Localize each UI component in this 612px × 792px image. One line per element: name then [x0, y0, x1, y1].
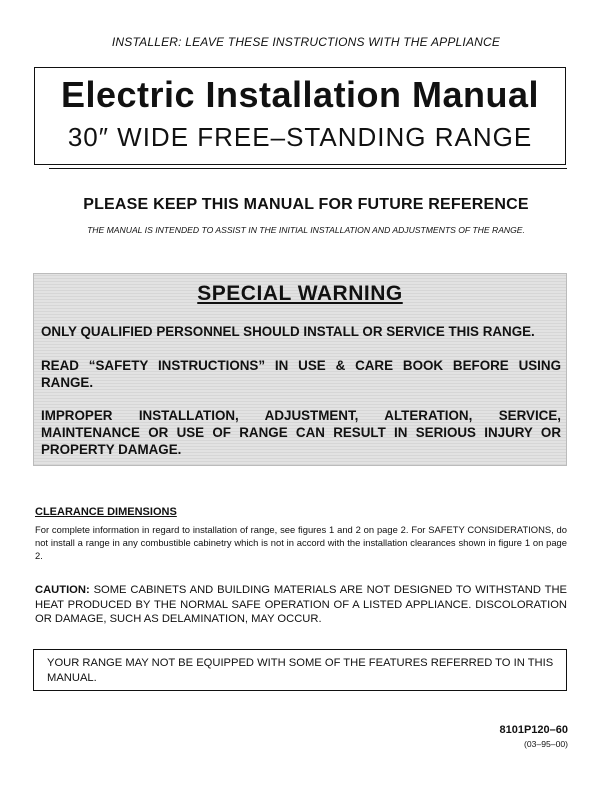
special-warning-box	[33, 273, 567, 466]
clearance-body: For complete information in regard to installation of range, see figures 1 and 2 on page 2. For SAFETY CONSIDERATIONS, do not install a range in any combustible cabinetry which is not in accord with the installation clearances shown in figure 1 on page 2.	[35, 524, 567, 561]
installer-note: INSTALLER: LEAVE THESE INSTRUCTIONS WITH THE APPLIANCE	[111, 35, 501, 49]
intended-notice: THE MANUAL IS INTENDED TO ASSIST IN THE INITIAL INSTALLATION AND ADJUSTMENTS OF THE RANGE.	[87, 225, 525, 235]
part-number: 8101P120–60	[499, 724, 568, 736]
warning-paragraph: ONLY QUALIFIED PERSONNEL SHOULD INSTALL OR SERVICE THIS RANGE.	[41, 324, 535, 339]
caution-paragraph	[35, 583, 567, 627]
caution-label: CAUTION:	[35, 584, 90, 596]
special-warning-title: SPECIAL WARNING	[197, 282, 403, 305]
features-notice-box	[33, 649, 567, 691]
title-box	[34, 67, 566, 165]
manual-subtitle: 30″ WIDE FREE–STANDING RANGE	[67, 122, 533, 152]
keep-notice: PLEASE KEEP THIS MANUAL FOR FUTURE REFERENCE	[83, 196, 529, 213]
warning-paragraph: IMPROPER INSTALLATION, ADJUSTMENT, ALTERATION, SERVICE, MAINTENANCE OR USE OF RANGE CAN RESULT IN SERIOUS INJURY OR PROPERTY DAMAGE.	[41, 408, 561, 457]
part-date: (03–95–00)	[524, 739, 568, 749]
features-notice: YOUR RANGE MAY NOT BE EQUIPPED WITH SOME OF THE FEATURES REFERRED TO IN THIS MANUAL.	[47, 657, 554, 684]
caution-text: SOME CABINETS AND BUILDING MATERIALS ARE NOT DESIGNED TO WITHSTAND THE HEAT PRODUCED BY THE NORMAL SAFE OPERATION OF A LISTED APPLIANCE. DISCOLORATION OR DAMAGE, SUCH AS DELAMINATION, MAY OCCUR.	[35, 584, 567, 625]
title-box-rule	[49, 168, 567, 169]
clearance-heading: CLEARANCE DIMENSIONS	[35, 506, 177, 518]
warning-paragraph: READ “SAFETY INSTRUCTIONS” IN USE & CARE BOOK BEFORE USING RANGE.	[41, 358, 561, 390]
manual-title: Electric Installation Manual	[60, 74, 540, 115]
